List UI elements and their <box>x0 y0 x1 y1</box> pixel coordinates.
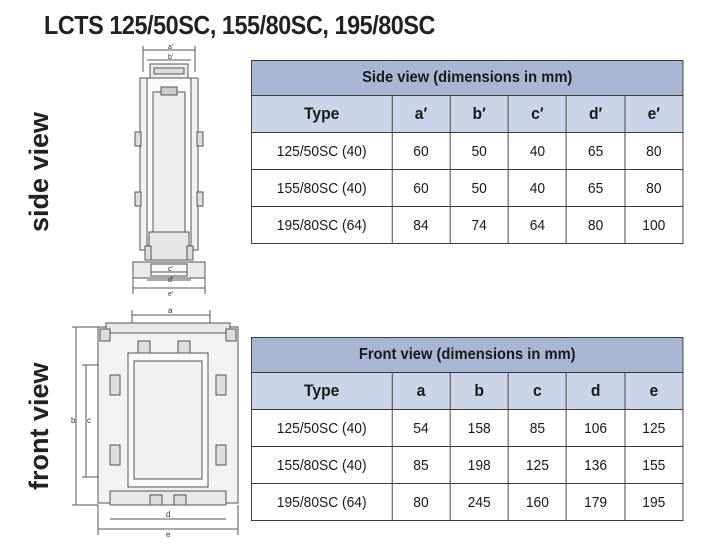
column-header: Type <box>251 373 391 410</box>
dim-e-prime: e' <box>168 291 174 298</box>
table-cell: 84 <box>392 207 450 244</box>
table-cell: 65 <box>567 133 625 170</box>
table-cell: 80 <box>567 207 625 244</box>
column-header: a <box>392 373 450 410</box>
dim-a-prime: a' <box>168 44 174 51</box>
table-cell: 65 <box>567 170 625 207</box>
table-cell: 125 <box>625 410 683 447</box>
table-cell: 155 <box>625 447 683 484</box>
table-cell: 40 <box>508 170 566 207</box>
front-view-label: front view <box>24 362 54 490</box>
table-cell: 74 <box>450 207 508 244</box>
column-header: d′ <box>567 96 625 133</box>
column-header: b <box>450 373 508 410</box>
table-cell: 40 <box>508 133 566 170</box>
dim-e: e <box>166 530 171 539</box>
table-cell: 106 <box>567 410 625 447</box>
table-row <box>251 484 682 521</box>
table-row <box>251 170 682 207</box>
table-cell: 198 <box>450 447 508 484</box>
table-cell: 155/80SC (40) <box>251 447 391 484</box>
column-header: c′ <box>508 96 566 133</box>
table-cell: 136 <box>567 447 625 484</box>
table-cell: 54 <box>392 410 450 447</box>
table-cell: 158 <box>450 410 508 447</box>
table-cell: 60 <box>392 133 450 170</box>
table-cell: 50 <box>450 133 508 170</box>
table-cell: 85 <box>508 410 566 447</box>
table-cell: 50 <box>450 170 508 207</box>
table-cell: 125/50SC (40) <box>251 133 391 170</box>
dim-c-prime: c' <box>168 266 173 273</box>
table-cell: 179 <box>567 484 625 521</box>
table-cell: 155/80SC (40) <box>251 170 391 207</box>
column-header: c <box>508 373 566 410</box>
dim-d-prime: d' <box>168 277 174 284</box>
table-cell: 80 <box>625 133 683 170</box>
table-cell: 85 <box>392 447 450 484</box>
front-view-table <box>251 337 683 521</box>
side-view-table <box>251 60 683 244</box>
table-cell: 80 <box>625 170 683 207</box>
dim-b: b <box>71 416 76 425</box>
table-cell: 100 <box>625 207 683 244</box>
table-cell: 195/80SC (64) <box>251 207 391 244</box>
table-cell: 125/50SC (40) <box>251 410 391 447</box>
side-view-drawing <box>125 42 215 298</box>
side-view-label: side view <box>24 111 54 232</box>
table-cell: 125 <box>508 447 566 484</box>
table-row <box>251 447 682 484</box>
dim-d: d <box>166 510 171 519</box>
table-cell: 195/80SC (64) <box>251 484 391 521</box>
table-caption: Front view (dimensions in mm) <box>251 338 682 373</box>
table-cell: 195 <box>625 484 683 521</box>
front-view-drawing <box>70 305 250 545</box>
column-header: Type <box>251 96 391 133</box>
page-title: LCTS 125/50SC, 155/80SC, 195/80SC <box>44 10 435 40</box>
column-header: a′ <box>392 96 450 133</box>
table-caption: Side view (dimensions in mm) <box>251 61 682 96</box>
table-cell: 60 <box>392 170 450 207</box>
column-header: b′ <box>450 96 508 133</box>
table-row <box>251 133 682 170</box>
column-header: e <box>625 373 683 410</box>
table-row <box>251 207 682 244</box>
table-cell: 160 <box>508 484 566 521</box>
table-row <box>251 410 682 447</box>
dim-c: c <box>87 416 91 425</box>
column-header: e′ <box>625 96 683 133</box>
dim-b-prime: b' <box>168 54 174 61</box>
table-cell: 80 <box>392 484 450 521</box>
table-cell: 64 <box>508 207 566 244</box>
column-header: d <box>567 373 625 410</box>
table-cell: 245 <box>450 484 508 521</box>
dim-a: a <box>168 306 173 315</box>
